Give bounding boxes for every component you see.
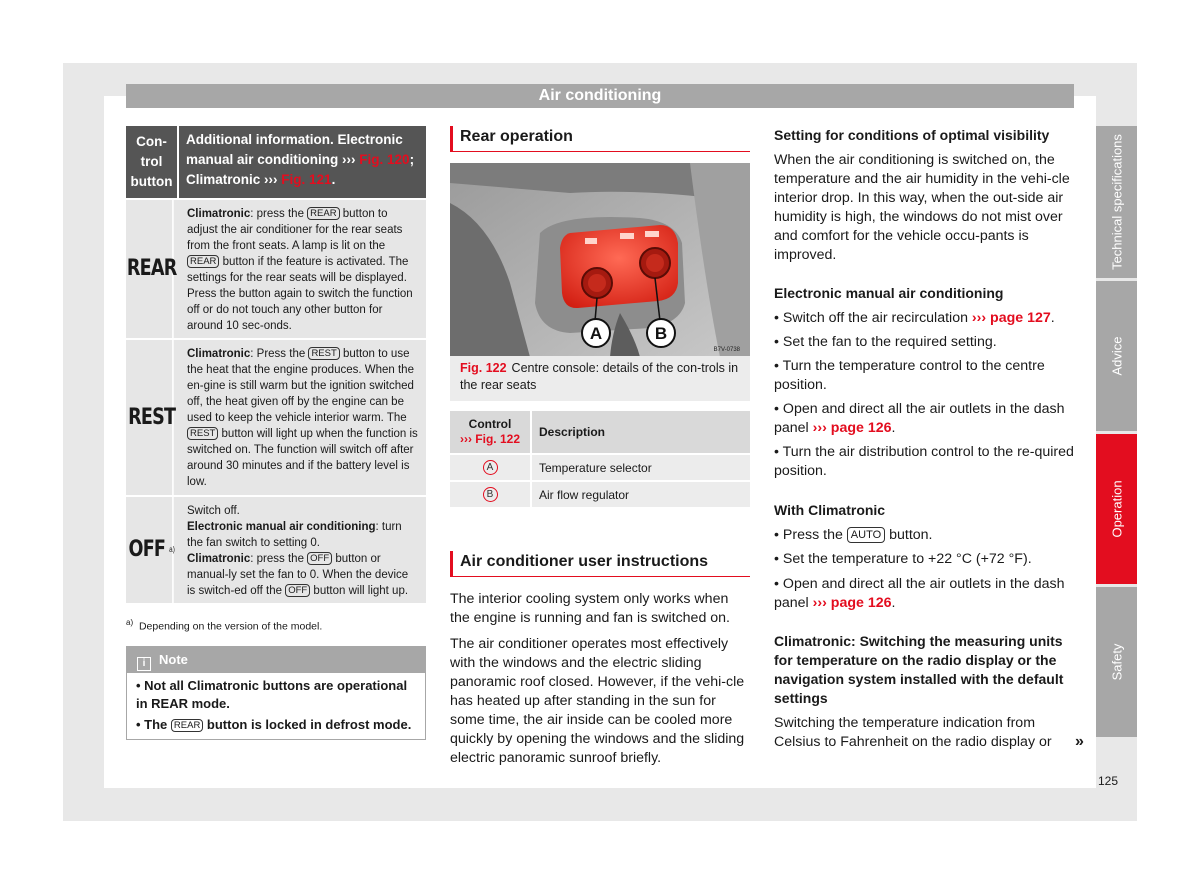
callout-a: A: [589, 324, 603, 343]
heading-optimal-visibility: Setting for conditions of optimal visibility: [774, 127, 1050, 143]
list-item: • Set the temperature to +22 °C (+72 °F).: [774, 551, 1032, 567]
rear-description: Climatronic: press the REAR button to adjust the air conditioner for the rear seats from the front seats. A lamp is lit on the REAR button if the feature is activated. The settings for the rear seats will be displayed. Press the button again to switch the function off or do not touch any other button for around 10 sec-onds.: [187, 208, 413, 332]
figure-code: B7V-0738: [713, 347, 740, 353]
table-row: [126, 200, 426, 340]
page-126-link[interactable]: ››› page 126: [812, 420, 892, 436]
header-control-button: Con-trol button: [126, 126, 179, 198]
rest-key-icon: REST: [187, 427, 218, 440]
callout-a-icon: A: [483, 460, 498, 475]
figure-rear-console: [450, 163, 750, 357]
list-item: • Open and direct all the air outlets in the dash panel ››› page 126.: [774, 576, 1065, 611]
callout-b: B: [654, 324, 668, 343]
heading-electronic-manual: Electronic manual air conditioning: [774, 285, 1004, 301]
page-127-link[interactable]: ››› page 127: [971, 310, 1051, 326]
off-key-icon: OFF: [285, 584, 310, 597]
tab-operation[interactable]: Operation: [1096, 434, 1137, 584]
info-icon: i: [137, 657, 151, 671]
rear-console-illustration: [450, 163, 750, 357]
tab-advice[interactable]: Advice: [1096, 281, 1137, 431]
chapter-header: Air conditioning: [126, 84, 1074, 108]
header-control: Control ››› Fig. 122: [450, 411, 532, 453]
page-126-link[interactable]: ››› page 126: [812, 595, 892, 611]
note-item: • The REAR button is locked in defrost mode.: [136, 717, 412, 732]
table-row: A Temperature selector: [450, 455, 750, 482]
off-button-label: OFF a): [131, 497, 173, 603]
table-header: [126, 126, 426, 200]
fig-120-link[interactable]: Fig. 120: [359, 152, 410, 167]
table-row: [126, 497, 426, 605]
visibility-paragraph: When the air conditioning is switched on, the temperature and the air humidity in the vehi-cle interior drop. In this way, when the out-side air humidity is high, the windows do not mist over and comfort for the vehicle occu-pants is improved.: [774, 152, 1070, 263]
instructions-paragraph-2: The air conditioner operates most effectively with the windows and the electric sliding panoramic roof closed. However, if the vehi-cle has heated up after standing in the sun for some time, the air inside can be cooled more quickly by opening the windows and the sliding electric panoramic sunroof briefly.: [450, 636, 745, 766]
list-item: • Open and direct all the air outlets in the dash panel ››› page 126.: [774, 401, 1065, 436]
table-header: [450, 411, 750, 455]
tab-safety[interactable]: Safety: [1096, 587, 1137, 737]
rear-key-icon: REAR: [171, 719, 203, 732]
fig-122-link[interactable]: ››› Fig. 122: [459, 432, 520, 446]
rest-key-icon: REST: [308, 347, 339, 360]
off-description: Switch off. Electronic manual air conditioning: turn the fan switch to setting 0. Climatronic: press the OFF button or manual-ly set the fan to 0. When the device is switch-ed off the OFF button will light up.: [187, 505, 409, 597]
rear-button-label: REAR: [131, 200, 173, 338]
callout-b-icon: B: [483, 487, 498, 502]
rest-description: Climatronic: Press the REST button to use the heat that the engine produces. When the en-gine is still warm but the ignition switched off, the heat given off by the engine can be used to keep the vehicle interior warm. The REST button will light up when the function is switched on. The function will switch off after around 30 minutes and if the battery level is low.: [187, 348, 418, 488]
section-title-instructions: Air conditioner user instructions: [450, 551, 750, 577]
note-header: i Note: [127, 647, 425, 673]
table-row: B Air flow regulator: [450, 482, 750, 509]
switching-paragraph: Switching the temperature indication from Celsius to Fahrenheit on the radio display or: [774, 715, 1052, 750]
note-body: [127, 673, 425, 741]
rear-key-icon: REAR: [307, 207, 339, 220]
tab-technical-specifications[interactable]: Technical specifications: [1096, 126, 1137, 278]
instructions-paragraph-1: The interior cooling system only works when the engine is running and fan is switched on.: [450, 591, 730, 626]
footnote: $^{a)}$ Depending on the version of the model.: [126, 618, 323, 633]
rest-button-label: REST: [131, 340, 173, 495]
figure-caption: Fig. 122 Centre console: details of the con-trols in the rear seats: [450, 356, 750, 401]
heading-with-climatronic: With Climatronic: [774, 502, 886, 518]
auto-key-icon: AUTO: [847, 527, 885, 543]
list-item: • Set the fan to the required setting.: [774, 334, 997, 350]
page-number: 125: [1098, 774, 1119, 788]
note-item: • Not all Climatronic buttons are operational in REAR mode.: [136, 678, 408, 711]
control-button-table: [126, 126, 426, 605]
off-key-icon: OFF: [307, 552, 332, 565]
list-item: • Turn the temperature control to the centre position.: [774, 358, 1045, 393]
fig-121-link[interactable]: Fig. 121: [281, 172, 332, 187]
table-row: [126, 340, 426, 497]
list-item: • Switch off the air recirculation ››› page 127.: [774, 310, 1055, 326]
list-item: • Press the AUTO button.: [774, 527, 933, 543]
continue-chevron-icon: »: [1075, 733, 1084, 750]
rear-controls-table: [450, 411, 750, 509]
rear-key-icon: REAR: [187, 255, 219, 268]
header-additional-info: Additional information. Electronic manual air conditioning ››› Fig. 120; Climatronic ››› Fig. 121.: [186, 132, 415, 187]
section-title-rear-operation: Rear operation: [450, 126, 750, 152]
header-description: Description: [539, 425, 606, 439]
list-item: • Turn the air distribution control to the re-quired position.: [774, 444, 1074, 479]
heading-switching-units: Climatronic: Switching the measuring units for temperature on the radio display or the navigation system installed with the default settings: [774, 633, 1064, 706]
note-box: [126, 646, 426, 740]
